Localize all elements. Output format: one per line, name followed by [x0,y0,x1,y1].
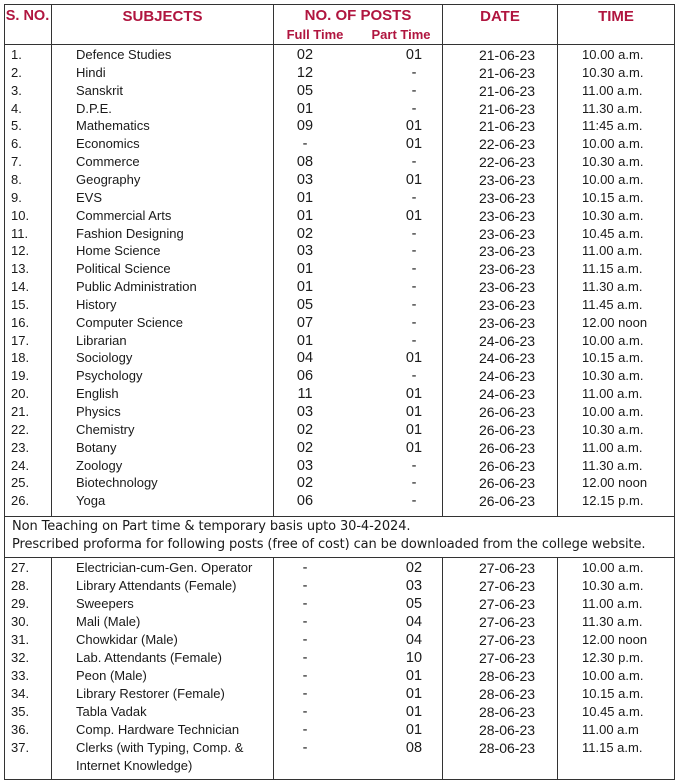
row-date: 23-06-23 [478,225,536,242]
row-subject: Political Science [76,261,171,277]
row-full-time: 05 [296,296,314,313]
row-date: 27-06-23 [478,632,536,648]
row-full-time: - [302,668,308,684]
row-part-time: 01 [405,386,423,403]
row-full-time: 02 [296,47,314,63]
row-full-time: 12 [296,64,314,81]
row-time: 12.00 noon [582,475,648,491]
row-full-time: 02 [296,439,314,456]
row-subject: Library Attendants (Female) [76,578,237,593]
row-full-time: 08 [296,154,314,171]
row-date: 27-06-23 [478,596,536,612]
row-full-time: - [302,632,308,648]
row-time: 11.30 a.m. [582,279,643,295]
row-part-time: - [411,243,417,260]
row-date: 23-06-23 [478,296,536,313]
row-time: 11.15 a.m. [582,261,643,277]
row-full-time: 02 [296,421,314,438]
row-full-time: 03 [296,404,314,420]
row-date: 26-06-23 [478,475,536,492]
row-part-time: 01 [405,704,423,720]
header-date: DATE [480,8,520,25]
row-time: 10.30 a.m. [582,154,644,170]
row-full-time: 03 [296,171,314,188]
row-sno: 27. [11,560,30,575]
row-sno: 26. [11,493,30,509]
row-time: 10.30 a.m. [582,368,644,384]
row-time: 10.30 a.m. [582,578,644,593]
row-sno: 9. [11,189,22,205]
row-date: 24-06-23 [478,386,536,403]
row-date: 27-06-23 [478,560,536,576]
row-part-time: 01 [405,404,423,420]
row-time: 10.30 a.m. [582,207,644,223]
col-line-date [557,4,558,516]
row-subject: Sweepers [76,596,134,611]
row-full-time: 01 [296,189,314,206]
row-time: 11.30 a.m. [582,614,643,629]
frame-right [674,4,675,780]
row-sno: 7. [11,154,22,170]
row-sno: 10. [11,207,30,223]
row-sno: 33. [11,668,30,683]
row-part-time: - [411,64,417,81]
row-subject: EVS [76,189,103,205]
row-full-time: - [302,650,308,666]
row-date: 28-06-23 [478,668,536,684]
row-subject: English [76,386,119,402]
row-date: 26-06-23 [478,404,536,420]
row-date: 23-06-23 [478,207,536,224]
row-part-time: 01 [405,136,423,153]
row-sno: 1. [11,47,22,62]
col-line-sno [51,4,52,516]
row-part-time: - [411,100,417,117]
row-sno: 36. [11,722,30,737]
row-time: 10.00 a.m. [582,668,644,683]
row-part-time: - [411,475,417,492]
row-part-time: 01 [405,722,423,738]
row-time: 11.30 a.m. [582,457,643,473]
row-date: 28-06-23 [478,704,536,720]
row-sno: 8. [11,171,22,187]
row-part-time: - [411,154,417,171]
row-full-time: - [302,614,308,630]
row-subject: Geography [76,171,141,187]
row-full-time: - [302,740,308,756]
row-part-time: 04 [405,614,423,630]
row-date: 28-06-23 [478,740,536,756]
row-part-time: - [411,368,417,385]
header-part-time: Part Time [371,27,431,42]
row-date: 24-06-23 [478,368,536,385]
row-time: 11.00 a.m. [582,439,643,455]
row-sno: 11. [11,225,29,241]
frame-top [4,4,675,5]
row-full-time: 02 [296,225,314,242]
row-subject: Hindi [76,64,106,80]
row-part-time: 10 [405,650,423,666]
row-date: 23-06-23 [478,261,536,278]
header-full-time: Full Time [286,27,344,42]
row-subject: Botany [76,439,117,455]
row-time: 11:45 a.m. [582,118,643,134]
row-time: 11.00 a.m. [582,243,643,259]
row-date: 23-06-23 [478,279,536,296]
row-sno: 15. [11,296,30,312]
row-date: 23-06-23 [478,189,536,206]
row-subject: Peon (Male) [76,668,147,683]
row-subject: Public Administration [76,279,197,295]
col-line-sno-2 [51,557,52,779]
row-sno: 12. [11,243,30,259]
header-sno: S. NO. [5,8,50,24]
col-line-subjects [273,4,274,516]
row-time: 10.30 a.m. [582,64,644,80]
row-subject: Computer Science [76,314,183,330]
row-subject: D.P.E. [76,100,112,116]
row-time: 10.00 a.m. [582,332,644,348]
row-subject: Lab. Attendants (Female) [76,650,222,665]
header-time: TIME [598,8,634,25]
row-time: 12.15 p.m. [582,493,644,509]
proforma-note: Prescribed proforma for following posts (free of cost) can be downloaded from the college website. [12,537,646,552]
row-date: 24-06-23 [478,350,536,367]
row-subject: Mathematics [76,118,150,134]
row-sno: 20. [11,386,30,402]
row-time: 11.00 a.m. [582,596,643,611]
row-subject: Comp. Hardware Technician [76,722,240,737]
row-part-time: 01 [405,47,423,63]
row-subject: Defence Studies [76,47,172,62]
row-part-time: - [411,296,417,313]
row-sno: 35. [11,704,30,719]
row-date: 27-06-23 [478,578,536,594]
row-subject-continued: Internet Knowledge) [76,758,193,773]
section-divider-bottom [4,557,675,558]
row-full-time: - [302,704,308,720]
row-time: 10.15 a.m. [582,686,644,701]
row-date: 28-06-23 [478,722,536,738]
row-subject: Mali (Male) [76,614,141,629]
row-part-time: 01 [405,686,423,702]
row-part-time: 03 [405,578,423,594]
row-full-time: - [302,136,308,153]
row-part-time: - [411,493,417,510]
row-time: 12.00 noon [582,632,648,647]
row-date: 27-06-23 [478,650,536,666]
row-part-time: 08 [405,740,423,756]
row-full-time: - [302,560,308,576]
row-part-time: - [411,261,417,278]
row-subject: Tabla Vadak [76,704,147,719]
row-sno: 25. [11,475,30,491]
frame-left [4,4,5,780]
row-part-time: - [411,279,417,296]
row-sno: 5. [11,118,22,134]
row-part-time: - [411,82,417,99]
row-date: 22-06-23 [478,154,536,171]
row-time: 10.45 a.m. [582,225,644,241]
row-date: 23-06-23 [478,314,536,331]
row-subject: Chowkidar (Male) [76,632,178,647]
row-subject: Electrician-cum-Gen. Operator [76,560,253,575]
row-subject: Clerks (with Typing, Comp. & [76,740,244,755]
row-full-time: - [302,596,308,612]
row-subject: Commercial Arts [76,207,172,223]
row-subject: Commerce [76,154,140,170]
row-sno: 28. [11,578,30,593]
row-date: 22-06-23 [478,136,536,153]
row-subject: History [76,296,117,312]
row-full-time: 04 [296,350,314,367]
row-subject: Biotechnology [76,475,158,491]
row-part-time: 01 [405,668,423,684]
row-time: 10.00 a.m. [582,136,644,152]
row-part-time: 01 [405,171,423,188]
row-full-time: - [302,578,308,594]
row-subject: Sanskrit [76,82,123,98]
row-sno: 13. [11,261,30,277]
row-date: 26-06-23 [478,493,536,510]
row-time: 10.00 a.m. [582,560,644,575]
row-part-time: 05 [405,596,423,612]
row-sno: 16. [11,314,30,330]
header-subjects: SUBJECTS [122,8,203,25]
row-time: 11.45 a.m. [582,296,643,312]
row-sno: 23. [11,439,30,455]
row-sno: 30. [11,614,30,629]
row-time: 10.15 a.m. [582,350,644,366]
row-part-time: 01 [405,439,423,456]
row-sno: 2. [11,64,22,80]
row-time: 12.00 noon [582,314,648,330]
frame-bottom [4,779,675,780]
row-time: 10.00 a.m. [582,47,644,62]
row-part-time: 04 [405,632,423,648]
row-subject: Yoga [76,493,106,509]
row-subject: Physics [76,404,121,419]
row-subject: Fashion Designing [76,225,184,241]
row-date: 21-06-23 [478,64,536,81]
row-date: 27-06-23 [478,614,536,630]
row-part-time: - [411,314,417,331]
row-part-time: - [411,225,417,242]
row-sno: 4. [11,100,22,116]
row-sno: 34. [11,686,30,701]
row-full-time: - [302,686,308,702]
row-sno: 19. [11,368,30,384]
row-sno: 24. [11,457,30,473]
row-sno: 18. [11,350,30,366]
row-sno: 22. [11,421,30,437]
row-date: 23-06-23 [478,171,536,188]
row-full-time: 11 [297,386,313,403]
row-time: 11.00 a.m [582,722,639,737]
row-part-time: 01 [405,421,423,438]
row-subject: Home Science [76,243,161,259]
row-full-time: 01 [296,279,314,296]
row-time: 10.30 a.m. [582,421,644,437]
row-time: 10.15 a.m. [582,189,644,205]
row-date: 21-06-23 [478,47,536,63]
row-subject: Chemistry [76,421,135,437]
row-full-time: - [302,722,308,738]
row-full-time: 05 [296,82,314,99]
row-time: 11.30 a.m. [582,100,643,116]
header-no-of-posts: NO. OF POSTS [304,7,412,24]
row-subject: Librarian [76,332,127,348]
row-full-time: 03 [296,457,314,474]
row-sno: 6. [11,136,22,152]
row-date: 23-06-23 [478,243,536,260]
row-date: 26-06-23 [478,457,536,474]
row-time: 10.45 a.m. [582,704,644,719]
row-full-time: 06 [296,368,314,385]
non-teaching-note: Non Teaching on Part time & temporary basis upto 30-4-2024. [12,519,411,534]
row-full-time: 02 [296,475,314,492]
row-part-time: 02 [405,560,423,576]
row-date: 26-06-23 [478,439,536,456]
row-date: 28-06-23 [478,686,536,702]
row-time: 11.15 a.m. [582,740,643,755]
col-line-date-2 [557,557,558,779]
row-sno: 29. [11,596,30,611]
row-part-time: 01 [405,118,423,135]
row-part-time: 01 [405,350,423,367]
row-subject: Economics [76,136,140,152]
row-full-time: 01 [296,100,314,117]
row-sno: 14. [11,279,30,295]
row-date: 24-06-23 [478,332,536,349]
row-full-time: 09 [296,118,314,135]
row-time: 11.00 a.m. [582,82,643,98]
row-sno: 31. [11,632,30,647]
row-full-time: 07 [296,314,314,331]
section-divider-top [4,516,675,517]
row-date: 21-06-23 [478,100,536,117]
row-sno: 32. [11,650,30,665]
row-date: 21-06-23 [478,82,536,99]
row-sno: 37. [11,740,30,755]
row-subject: Sociology [76,350,133,366]
row-full-time: 01 [296,332,314,349]
row-time: 10.00 a.m. [582,404,644,419]
row-part-time: - [411,332,417,349]
row-time: 10.00 a.m. [582,171,644,187]
row-subject: Library Restorer (Female) [76,686,225,701]
row-full-time: 01 [296,207,314,224]
row-sno: 17. [11,332,30,348]
row-date: 21-06-23 [478,118,536,135]
row-full-time: 01 [296,261,314,278]
row-subject: Zoology [76,457,123,473]
row-subject: Psychology [76,368,143,384]
row-part-time: 01 [405,207,423,224]
row-part-time: - [411,189,417,206]
row-sno: 3. [11,82,22,98]
row-part-time: - [411,457,417,474]
row-full-time: 06 [296,493,314,510]
row-time: 11.00 a.m. [582,386,643,402]
row-full-time: 03 [296,243,314,260]
row-date: 26-06-23 [478,421,536,438]
row-time: 12.30 p.m. [582,650,644,665]
header-divider [4,44,675,45]
row-sno: 21. [11,404,30,419]
col-line-subjects-2 [273,557,274,779]
